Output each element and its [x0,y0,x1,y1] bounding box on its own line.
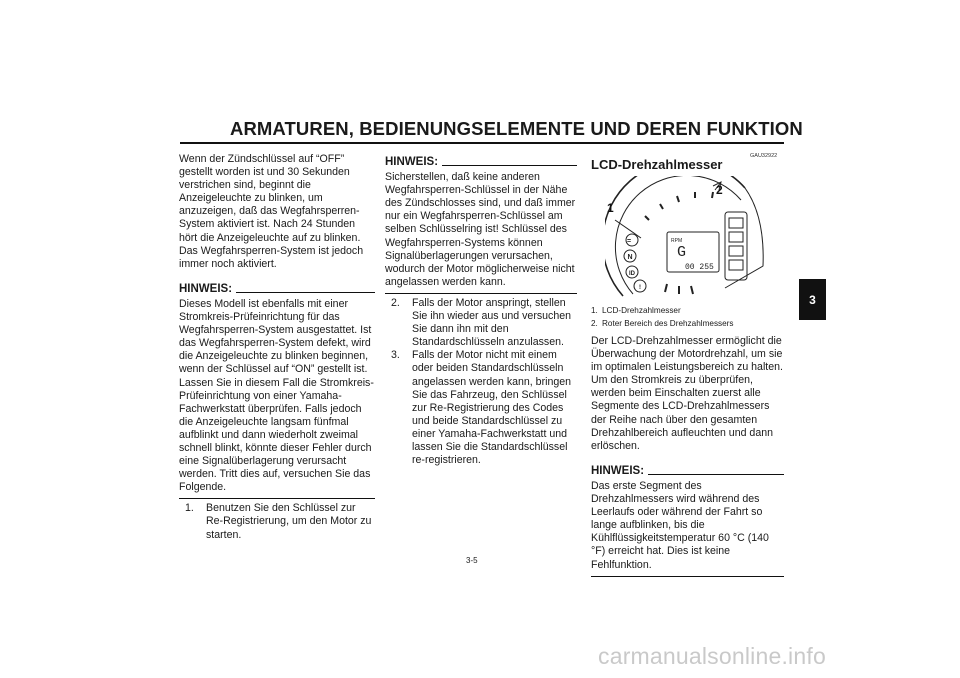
figure-captions [591,305,734,330]
note-end-rule [179,498,375,499]
caption-text: Roter Bereich des Drehzahlmessers [602,318,734,328]
list-item [591,305,734,318]
note-title: HINWEIS: [385,156,439,168]
chapter-tab: 3 [799,279,826,320]
note-text: Dieses Modell ist ebenfalls mit einer Stromkreis-Prüfeinrichtung für das Wegfahrsperren-System ausgestattet. Ist das Wegfahrsperren-System defekt, wird die Anzeigeleuchte zu blinken beginnen, wenn der Schlüssel auf “ON” gestellt ist. Lassen Sie in diesem Fall die Stromkreis-Prüfeinrichtung von einer Yamaha-Fachwerkstatt überprüfen. Falls jedoch die Anzeigeleuchte langsam fünfmal aufblinkt und dann wiederholt zweimal schnell blinkt, könnte dieser Fehler durch eine Signalüberlagerung verursacht werden. Tritt dies auf, versuchen Sie das Folgende. [179,297,374,494]
tachometer-figure [605,176,780,301]
column-2 [385,156,577,467]
body-paragraph: Der LCD-Drehzahlmesser ermöglicht die Überwachung der Motordrehzahl, um sie im optimalen Leistungsbereich zu halten. Um den Stromkreis zu überprüfen, werden beim Einschalten zuerst alle Segmente des LCD-Drehzahlmessers der Reihe nach über den gesamten Drehzahlbereich aufleuchten und dann erlöschen. [591,335,783,452]
note-heading [591,465,784,478]
step-number: 1. [185,502,194,515]
lcd-value-readout: 00 255 [685,263,714,272]
section-title: LCD-Drehzahlmesser [591,157,723,172]
watermark: carmanualsonline.info [598,643,826,669]
lcd-gear-readout: G [677,244,687,261]
caption-text: LCD-Drehzahlmesser [602,306,681,315]
list-item [385,349,577,467]
note-heading [179,283,375,296]
step-number: 3. [391,349,400,362]
header-rule [180,142,784,144]
steps-list [385,297,577,467]
caption-number: 1. [591,306,598,315]
intro-paragraph: Wenn der Zündschlüssel auf “OFF” gestellt worden ist und 30 Sekunden verstrichen sind, beginnt die Anzeigeleuchte zu blinken, um anzuzeigen, daß das Wegfahrsperren-System aktiviert ist. Nach 24 Stunden hört die Anzeigeleuchte auf zu blinken. Das Wegfahrsperren-System ist jedoch immer noch aktiviert. [179,153,364,270]
step-text: Falls der Motor nicht mit einem oder beiden Standardschlüsseln angelassen werden kann, bringen Sie das Fahrzeug, den Schlüssel zur Re-Registrierung des Codes und beide Standardschlüssel zu einer Yamaha-Fachwerkstatt und lassen Sie die Standardschlüssel re-registrieren. [412,349,572,467]
column-3 [591,335,784,577]
step-text: Falls der Motor anspringt, stellen Sie ihn wieder aus und versuchen Sie dann ihn mit den Standardschlüsseln anzulassen. [412,296,572,349]
note-text: Das erste Segment des Drehzahlmessers wird während des Leerlaufs oder während der Fahrt so lange aufblinken, bis die Kühlflüssigkeitstemperatur 60 °C (140 °F) erreicht hat. Dies ist keine Fehlfunktion. [591,479,769,571]
svg-text:ID: ID [629,271,635,277]
note-text: Sicherstellen, daß keine anderen Wegfahrsperren-Schlüssel in der Nähe des Zündschlosses sind, und daß immer nur ein Wegfahrsperren-Schlüssel am selben Schlüsselring ist! Schlüssel des Wegfahrsperren-Systems können Signalüberlagerungen verursachen, wodurch der Motor möglicherweise nicht angelassen werden kann. [385,171,576,288]
step-number: 2. [391,296,400,309]
step-text: Benutzen Sie den Schlüssel zur Re-Registrierung, um den Motor zu starten. [206,502,372,541]
svg-text:RPM: RPM [671,238,683,244]
section-code: GAU32922 [750,153,778,159]
page-number: 3-5 [466,556,478,565]
steps-list [179,502,375,541]
column-1 [179,153,375,542]
note-title: HINWEIS: [179,282,233,295]
list-item [179,502,375,541]
caption-number: 2. [591,318,598,328]
note-end-rule [591,576,784,577]
note-heading [385,156,577,169]
callout-1: 1 [607,201,614,215]
note-title: HINWEIS: [591,464,645,477]
svg-text:=: = [626,238,632,245]
list-item [591,318,734,331]
list-item [385,297,577,349]
note-end-rule [385,293,577,294]
callout-2: 2 [716,183,723,197]
page-header-title: ARMATUREN, BEDIENUNGSELEMENTE UND DEREN FUNKTION [230,118,803,139]
svg-text:!: ! [639,285,641,291]
svg-text:N: N [627,254,633,261]
